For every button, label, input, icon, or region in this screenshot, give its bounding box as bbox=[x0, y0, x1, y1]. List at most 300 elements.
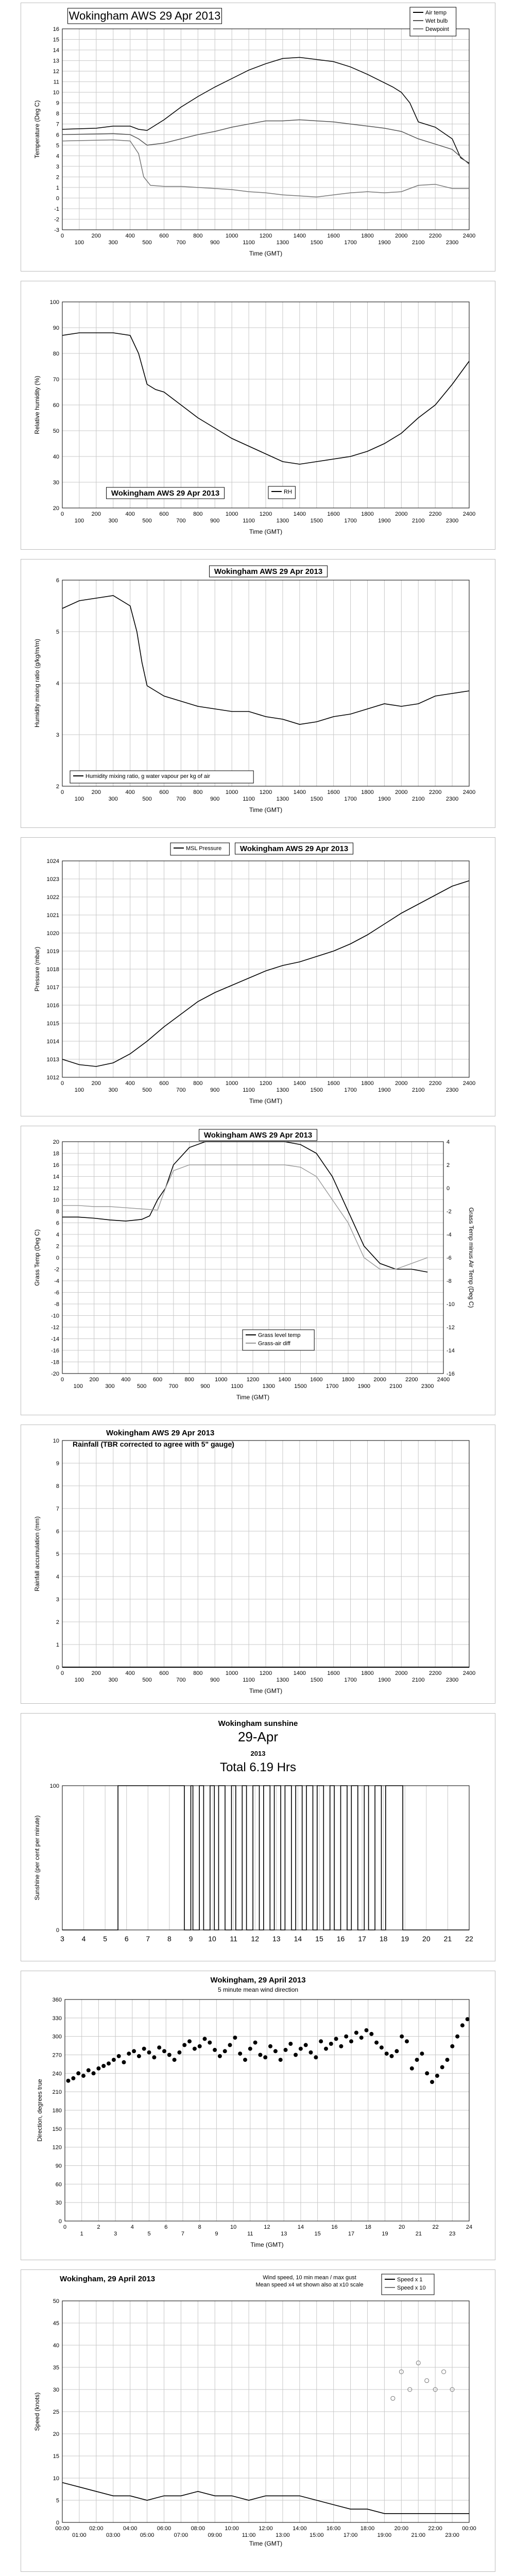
x-tick-label: 06:00 bbox=[157, 2526, 171, 2532]
data-point bbox=[238, 2052, 242, 2056]
x-tick-label: 1400 bbox=[293, 1670, 306, 1676]
y-tick-label: 30 bbox=[55, 2200, 62, 2207]
x-tick-label: 2000 bbox=[395, 789, 408, 795]
y-axis-label: Pressure (mbar) bbox=[33, 946, 41, 992]
y-tick-label: 90 bbox=[53, 325, 59, 331]
legend bbox=[170, 843, 229, 855]
y-tick-label: 1014 bbox=[46, 1039, 59, 1045]
x-tick-label: 2400 bbox=[462, 1080, 476, 1087]
x-tick-label: 1300 bbox=[276, 1087, 289, 1093]
x-tick-label: 2000 bbox=[373, 1377, 386, 1383]
x-tick-label: 1000 bbox=[225, 1670, 238, 1676]
y-tick-label: 40 bbox=[53, 454, 59, 460]
chart-title: Wokingham AWS 29 Apr 2013 bbox=[214, 567, 323, 576]
x-axis-label: Time (GMT) bbox=[249, 528, 283, 535]
data-point bbox=[415, 2058, 419, 2062]
temperature-chart bbox=[21, 3, 495, 271]
x-tick-label: 0 bbox=[60, 1080, 64, 1087]
legend-label: Humidity mixing ratio, g water vapour per kg of air bbox=[85, 773, 211, 779]
y-tick-label: 10 bbox=[53, 90, 59, 96]
chart-title: Wokingham, 29 April 2013 bbox=[60, 2275, 156, 2283]
x-tick-label: 1600 bbox=[327, 511, 340, 517]
x-tick-label: 700 bbox=[176, 518, 186, 524]
x-tick-label: 19 bbox=[382, 2231, 388, 2237]
x-tick-label: 2000 bbox=[395, 1670, 408, 1676]
x-tick-label: 16:00 bbox=[326, 2526, 341, 2532]
series-points-speed-x10 bbox=[391, 2361, 454, 2400]
x-tick-label: 1200 bbox=[259, 1670, 272, 1676]
x-tick-label: 14 bbox=[294, 1935, 302, 1943]
chart-title: Wokingham AWS 29 Apr 2013 bbox=[111, 489, 220, 498]
grid bbox=[62, 1786, 469, 1930]
x-tick-label: 500 bbox=[142, 1087, 152, 1093]
data-point bbox=[319, 2039, 323, 2043]
chart-subtitle-total: Total 6.19 Hrs bbox=[219, 1760, 297, 1774]
data-point bbox=[394, 2049, 399, 2053]
x-tick-label: 05:00 bbox=[140, 2532, 154, 2538]
y-tick-label: 1018 bbox=[46, 967, 59, 973]
x-tick-label: 8 bbox=[167, 1935, 171, 1943]
data-point bbox=[167, 2053, 171, 2057]
x-tick-label: 19 bbox=[401, 1935, 409, 1943]
x-tick-label: 2300 bbox=[445, 240, 459, 246]
x-tick-label: 11 bbox=[230, 1935, 237, 1943]
y-tick-label: 120 bbox=[52, 2144, 62, 2151]
temperature-chart-panel bbox=[21, 3, 495, 272]
x-tick-label: 22:00 bbox=[428, 2526, 442, 2532]
data-point bbox=[299, 2047, 303, 2051]
x-tick-label: 800 bbox=[193, 233, 203, 239]
data-point bbox=[132, 2049, 136, 2053]
data-point bbox=[445, 2058, 450, 2062]
x-tick-label: 2400 bbox=[462, 511, 476, 517]
grid bbox=[62, 2301, 469, 2522]
data-point bbox=[233, 2036, 237, 2040]
y2-tick-label: -2 bbox=[447, 1209, 452, 1215]
y-tick-label: 9 bbox=[56, 100, 59, 107]
y-tick-label: -16 bbox=[51, 1348, 59, 1354]
x-tick-label: 1500 bbox=[310, 518, 323, 524]
y-tick-label: 1023 bbox=[46, 876, 59, 883]
x-axis-label: Time (GMT) bbox=[249, 1687, 283, 1694]
y-axis-label: Rainfall accumulation (mm) bbox=[33, 1516, 41, 1591]
x-tick-label: 1400 bbox=[293, 789, 306, 795]
y-tick-label: 3 bbox=[56, 1597, 59, 1603]
x-tick-label: 1000 bbox=[225, 511, 238, 517]
y-tick-label: 80 bbox=[53, 351, 59, 357]
y-tick-label: 8 bbox=[56, 1209, 59, 1215]
data-point bbox=[435, 2074, 439, 2078]
x-tick-label: 600 bbox=[159, 1670, 169, 1676]
x-tick-label: 500 bbox=[142, 518, 152, 524]
grid bbox=[65, 1999, 469, 2221]
grid bbox=[62, 1440, 469, 1667]
legend bbox=[70, 771, 253, 783]
data-point bbox=[152, 2055, 156, 2059]
x-tick-label: 200 bbox=[91, 1670, 101, 1676]
x-tick-label: 400 bbox=[125, 789, 135, 795]
data-point bbox=[203, 2037, 207, 2041]
x-tick-label: 1500 bbox=[294, 1383, 307, 1389]
x-tick-label: 1300 bbox=[276, 796, 289, 802]
data-point bbox=[258, 2053, 262, 2057]
y-tick-label: 40 bbox=[53, 2343, 59, 2349]
data-point bbox=[253, 2041, 258, 2045]
x-tick-label: 6 bbox=[124, 1935, 129, 1943]
x-tick-label: 19:00 bbox=[377, 2532, 392, 2538]
y-tick-label: 0 bbox=[58, 2218, 62, 2225]
x-tick-label: 14 bbox=[297, 2224, 304, 2230]
x-tick-label: 1000 bbox=[215, 1377, 228, 1383]
y-tick-label: 3 bbox=[56, 163, 59, 170]
x-tick-label: 1400 bbox=[293, 511, 306, 517]
x-tick-label: 500 bbox=[142, 240, 152, 246]
y-tick-label: 12 bbox=[53, 69, 59, 75]
y2-tick-label: -6 bbox=[447, 1255, 452, 1261]
x-tick-label: 1800 bbox=[361, 511, 374, 517]
data-point bbox=[268, 2044, 272, 2048]
y-tick-label: 1022 bbox=[46, 894, 59, 901]
x-tick-label: 4 bbox=[81, 1935, 86, 1943]
y-tick-label: 150 bbox=[52, 2126, 62, 2132]
y-tick-label: -1 bbox=[54, 206, 59, 212]
x-tick-label: 13 bbox=[272, 1935, 281, 1943]
x-tick-label: 300 bbox=[108, 1087, 118, 1093]
data-point bbox=[162, 2049, 166, 2053]
grid bbox=[62, 580, 469, 786]
x-tick-label: 100 bbox=[74, 796, 84, 802]
y-axis-label: Humidity mixing ratio (g/kg/m/m) bbox=[33, 638, 41, 728]
x-tick-label: 22 bbox=[465, 1935, 473, 1943]
y-tick-label: 4 bbox=[56, 681, 59, 687]
x-tick-label: 13 bbox=[281, 2231, 287, 2237]
x-tick-label: 20 bbox=[422, 1935, 431, 1943]
wind-speed-chart-panel bbox=[21, 2269, 495, 2572]
x-tick-label: 2100 bbox=[412, 1087, 425, 1093]
x-tick-label: 14:00 bbox=[293, 2526, 307, 2532]
x-tick-label: 1300 bbox=[276, 1677, 289, 1683]
data-point bbox=[112, 2058, 116, 2062]
x-tick-label: 1200 bbox=[246, 1377, 260, 1383]
x-tick-label: 1400 bbox=[278, 1377, 291, 1383]
y-tick-label: 180 bbox=[52, 2108, 62, 2114]
y-tick-label: 18 bbox=[53, 1150, 59, 1157]
y-tick-label: 30 bbox=[53, 2387, 59, 2393]
x-tick-label: 1500 bbox=[310, 1677, 323, 1683]
data-point bbox=[147, 2050, 151, 2055]
x-tick-label: 800 bbox=[193, 511, 203, 517]
y-tick-label: -2 bbox=[54, 216, 59, 223]
x-tick-label: 1800 bbox=[361, 1670, 374, 1676]
data-point bbox=[390, 2054, 394, 2058]
x-tick-label: 2300 bbox=[421, 1383, 434, 1389]
x-tick-label: 1500 bbox=[310, 240, 323, 246]
y-tick-label: 100 bbox=[49, 1783, 59, 1789]
x-tick-label: 23 bbox=[449, 2231, 456, 2237]
chart-subtitle-year: 2013 bbox=[250, 1750, 266, 1757]
data-point bbox=[228, 2043, 232, 2047]
data-point bbox=[213, 2048, 217, 2052]
legend bbox=[382, 2274, 434, 2295]
x-tick-label: 1100 bbox=[243, 1677, 255, 1683]
y-tick-label: 2 bbox=[56, 784, 59, 790]
plot-frame bbox=[62, 1786, 469, 1930]
series-line-sunshine bbox=[62, 1786, 469, 1930]
x-tick-label: 1700 bbox=[344, 1087, 357, 1093]
x-tick-label: 400 bbox=[125, 511, 135, 517]
y-tick-label: -2 bbox=[54, 1266, 59, 1273]
x-tick-label: 1900 bbox=[378, 518, 391, 524]
rainfall-chart bbox=[21, 1425, 495, 1703]
x-tick-label: 03:00 bbox=[106, 2532, 121, 2538]
y-tick-label: 5 bbox=[56, 1551, 59, 1557]
data-point bbox=[279, 2058, 283, 2062]
y-tick-label: 1021 bbox=[46, 912, 59, 919]
x-tick-label: 00:00 bbox=[55, 2526, 70, 2532]
data-point bbox=[263, 2055, 267, 2059]
x-tick-label: 900 bbox=[210, 796, 220, 802]
data-point bbox=[157, 2045, 161, 2049]
x-axis-label: Time (GMT) bbox=[249, 1097, 283, 1105]
x-tick-label: 23:00 bbox=[445, 2532, 459, 2538]
x-tick-label: 2200 bbox=[405, 1377, 418, 1383]
x-tick-label: 10 bbox=[208, 1935, 216, 1943]
x-tick-label: 200 bbox=[91, 1080, 101, 1087]
y-tick-label: 16 bbox=[53, 26, 59, 32]
x-tick-label: 2200 bbox=[428, 1080, 442, 1087]
y-tick-label: 25 bbox=[53, 2409, 59, 2415]
y2-tick-label: -4 bbox=[447, 1232, 452, 1238]
y-tick-label: 360 bbox=[52, 1997, 62, 2003]
y2-tick-label: 0 bbox=[447, 1185, 450, 1192]
x-tick-label: 300 bbox=[108, 1677, 118, 1683]
data-point bbox=[96, 2066, 100, 2071]
x-tick-label: 7 bbox=[181, 2231, 185, 2237]
x-tick-label: 1000 bbox=[225, 789, 238, 795]
x-axis-label: Time (GMT) bbox=[249, 806, 283, 814]
y-tick-label: 330 bbox=[52, 2015, 62, 2022]
x-tick-label: 600 bbox=[159, 789, 169, 795]
legend-label: Grass-air diff bbox=[258, 1341, 290, 1347]
data-point bbox=[349, 2039, 353, 2043]
data-point bbox=[71, 2076, 75, 2080]
x-tick-label: 900 bbox=[210, 518, 220, 524]
x-tick-label: 300 bbox=[108, 796, 118, 802]
data-point bbox=[92, 2071, 96, 2075]
x-tick-label: 800 bbox=[184, 1377, 194, 1383]
x-tick-label: 300 bbox=[108, 240, 118, 246]
legend-label: RH bbox=[284, 489, 292, 495]
data-point bbox=[466, 2017, 470, 2021]
x-tick-label: 1100 bbox=[243, 1087, 255, 1093]
y-tick-label: -20 bbox=[51, 1371, 59, 1377]
y-axis-label: Sunshine (per cent per minute) bbox=[33, 1815, 41, 1901]
data-point bbox=[107, 2061, 111, 2065]
data-point bbox=[430, 2080, 434, 2084]
legend-label: Speed x 1 bbox=[397, 2277, 423, 2283]
data-point bbox=[173, 2058, 177, 2062]
legend bbox=[410, 7, 456, 36]
y-tick-label: -14 bbox=[51, 1336, 59, 1343]
legend bbox=[268, 486, 295, 499]
x-tick-label: 600 bbox=[159, 1080, 169, 1087]
x-tick-label: 2200 bbox=[428, 511, 442, 517]
x-tick-label: 1100 bbox=[231, 1383, 243, 1389]
x-tick-label: 20:00 bbox=[394, 2526, 409, 2532]
x-tick-label: 700 bbox=[176, 1087, 186, 1093]
data-point bbox=[81, 2074, 85, 2078]
y-tick-label: 1 bbox=[56, 184, 59, 191]
x-tick-label: 0 bbox=[60, 1377, 64, 1383]
x-tick-label: 07:00 bbox=[174, 2532, 188, 2538]
data-point bbox=[425, 2071, 429, 2075]
y-tick-label: 5 bbox=[56, 142, 59, 149]
data-point bbox=[369, 2032, 373, 2036]
data-point bbox=[208, 2041, 212, 2045]
y-tick-label: 1019 bbox=[46, 948, 59, 955]
pressure-chart bbox=[21, 838, 495, 1116]
data-point bbox=[187, 2039, 192, 2043]
x-tick-label: 16 bbox=[336, 1935, 345, 1943]
x-tick-label: 21 bbox=[415, 2231, 422, 2237]
x-tick-label: 1300 bbox=[276, 518, 289, 524]
data-point bbox=[339, 2044, 343, 2048]
data-point bbox=[218, 2054, 222, 2058]
y-tick-label: 10 bbox=[53, 1197, 59, 1204]
x-tick-label: 1900 bbox=[378, 1087, 391, 1093]
x-tick-label: 5 bbox=[147, 2231, 151, 2237]
y-tick-label: 35 bbox=[53, 2365, 59, 2371]
y-tick-label: 6 bbox=[56, 132, 59, 139]
x-tick-label: 3 bbox=[60, 1935, 64, 1943]
x-tick-label: 11 bbox=[247, 2231, 253, 2237]
y-tick-label: -4 bbox=[54, 1278, 59, 1284]
y2-tick-label: 4 bbox=[447, 1139, 450, 1145]
data-point bbox=[410, 2066, 414, 2071]
y-tick-label: 7 bbox=[56, 1506, 59, 1512]
data-point bbox=[66, 2079, 71, 2083]
chart-title: Wokingham AWS 29 Apr 2013 bbox=[239, 844, 349, 853]
x-axis-label: Time (GMT) bbox=[249, 2540, 283, 2547]
data-point bbox=[455, 2035, 459, 2039]
x-tick-label: 400 bbox=[125, 1080, 135, 1087]
series-line-grass-air-diff bbox=[62, 1165, 427, 1269]
x-tick-label: 22 bbox=[432, 2224, 439, 2230]
x-tick-label: 1600 bbox=[310, 1377, 323, 1383]
y-tick-label: 240 bbox=[52, 2071, 62, 2077]
x-tick-label: 700 bbox=[176, 1677, 186, 1683]
humidity-chart bbox=[21, 281, 495, 549]
x-tick-label: 1400 bbox=[293, 1080, 306, 1087]
y-tick-label: -6 bbox=[54, 1290, 59, 1296]
x-axis-label: Time (GMT) bbox=[236, 1394, 270, 1401]
x-tick-label: 100 bbox=[73, 1383, 83, 1389]
x-tick-label: 18 bbox=[379, 1935, 388, 1943]
x-tick-label: 20 bbox=[399, 2224, 405, 2230]
x-tick-label: 00:00 bbox=[462, 2526, 476, 2532]
x-tick-label: 1000 bbox=[225, 1080, 238, 1087]
y-tick-label: 90 bbox=[55, 2163, 62, 2170]
y-tick-label: 4 bbox=[56, 153, 59, 160]
y2-tick-label: -10 bbox=[447, 1301, 455, 1308]
x-tick-label: 700 bbox=[176, 240, 186, 246]
x-tick-label: 9 bbox=[215, 2231, 218, 2237]
x-tick-label: 2100 bbox=[412, 1677, 425, 1683]
x-tick-label: 300 bbox=[108, 518, 118, 524]
x-tick-label: 2100 bbox=[389, 1383, 402, 1389]
sunshine-chart bbox=[21, 1714, 495, 1961]
x-tick-label: 1600 bbox=[327, 1080, 340, 1087]
chart-subtitle: Rainfall (TBR corrected to agree with 5" gauge) bbox=[73, 1440, 234, 1448]
x-tick-label: 1200 bbox=[259, 1080, 272, 1087]
x-tick-label: 04:00 bbox=[123, 2526, 138, 2532]
y-tick-label: 4 bbox=[56, 1232, 59, 1238]
data-point bbox=[450, 2044, 454, 2048]
y2-tick-label: -16 bbox=[447, 1371, 455, 1377]
x-tick-label: 200 bbox=[89, 1377, 99, 1383]
x-tick-label: 2200 bbox=[428, 789, 442, 795]
data-point bbox=[288, 2042, 293, 2046]
x-tick-label: 1300 bbox=[262, 1383, 276, 1389]
y-tick-label: 8 bbox=[56, 111, 59, 117]
data-point bbox=[198, 2044, 202, 2048]
x-tick-label: 1200 bbox=[259, 789, 272, 795]
data-point bbox=[442, 2370, 446, 2374]
x-tick-label: 1700 bbox=[344, 796, 357, 802]
legend-label: Air temp bbox=[425, 10, 447, 16]
sunshine-chart-panel bbox=[21, 1713, 495, 1961]
x-tick-label: 12:00 bbox=[259, 2526, 273, 2532]
y-tick-label: 30 bbox=[53, 480, 59, 486]
data-point bbox=[405, 2039, 409, 2043]
x-tick-label: 1200 bbox=[259, 511, 272, 517]
grid bbox=[62, 29, 469, 230]
x-tick-label: 500 bbox=[136, 1383, 147, 1389]
y-tick-label: -8 bbox=[54, 1301, 59, 1308]
x-tick-label: 2400 bbox=[462, 789, 476, 795]
x-tick-label: 9 bbox=[188, 1935, 193, 1943]
y-tick-label: 10 bbox=[53, 2476, 59, 2482]
data-point bbox=[101, 2064, 106, 2068]
x-tick-label: 18:00 bbox=[360, 2526, 375, 2532]
data-point bbox=[440, 2065, 444, 2069]
y2-tick-label: -8 bbox=[447, 1278, 452, 1284]
x-tick-label: 100 bbox=[74, 1087, 84, 1093]
data-point bbox=[284, 2048, 288, 2052]
chart-note: Mean speed x4 wt shown also at x10 scale bbox=[255, 2282, 364, 2288]
x-tick-label: 10 bbox=[230, 2224, 237, 2230]
y-tick-label: 2 bbox=[56, 174, 59, 181]
x-tick-label: 100 bbox=[74, 518, 84, 524]
y-tick-label: -12 bbox=[51, 1325, 59, 1331]
x-tick-label: 400 bbox=[125, 233, 135, 239]
x-tick-label: 600 bbox=[152, 1377, 163, 1383]
x-tick-label: 21 bbox=[443, 1935, 452, 1943]
legend bbox=[243, 1330, 314, 1350]
humidity-chart-panel bbox=[21, 281, 495, 550]
rainfall-chart-panel bbox=[21, 1425, 495, 1704]
x-tick-label: 1900 bbox=[378, 796, 391, 802]
data-point bbox=[223, 2049, 227, 2053]
data-point bbox=[391, 2396, 395, 2400]
x-tick-label: 08:00 bbox=[191, 2526, 205, 2532]
x-tick-label: 1100 bbox=[243, 240, 255, 246]
x-tick-label: 1100 bbox=[243, 796, 255, 802]
data-point bbox=[122, 2060, 126, 2064]
y-tick-label: 60 bbox=[53, 402, 59, 409]
chart-title: Wokingham sunshine bbox=[218, 1719, 298, 1728]
y-tick-label: 15 bbox=[53, 2453, 59, 2460]
